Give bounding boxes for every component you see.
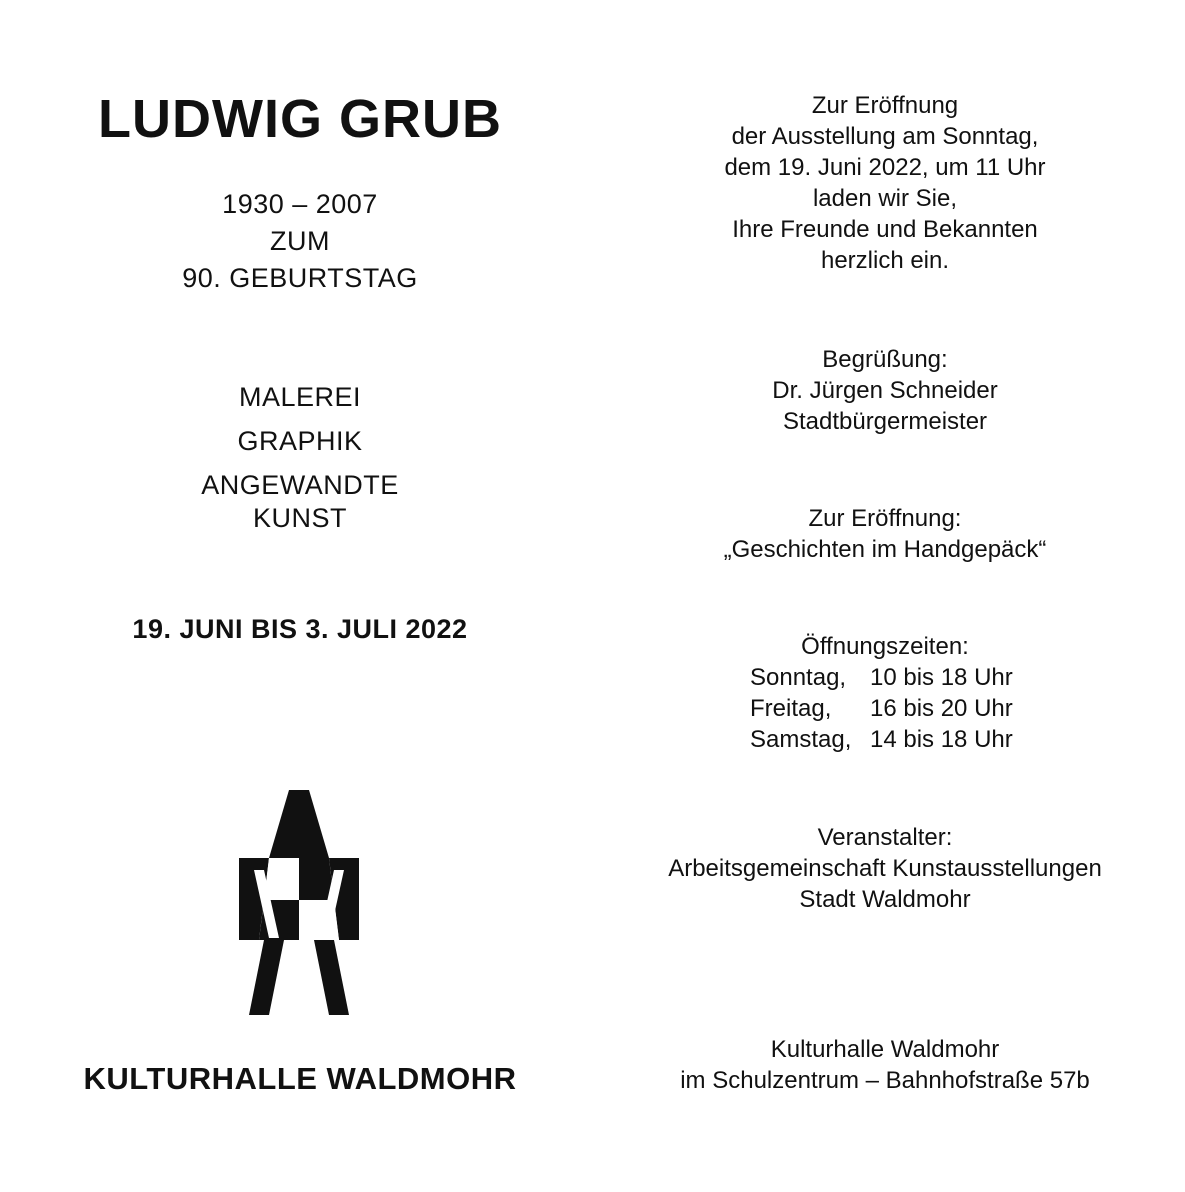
hours-time: 14 bis 18 Uhr	[870, 726, 1013, 753]
discipline-graphics: GRAPHIK	[237, 426, 363, 456]
greeting-speaker: Dr. Jürgen Schneider	[772, 377, 998, 404]
opening-hours-heading: Öffnungszeiten:	[801, 633, 969, 660]
hours-row	[750, 662, 1013, 693]
organizer-name: Arbeitsgemeinschaft Kunstausstellungen	[668, 855, 1102, 882]
occasion-line-2: 90. GEBURTSTAG	[182, 263, 418, 293]
greeting-heading: Begrüßung:	[822, 346, 948, 373]
address-venue: Kulturhalle Waldmohr	[770, 1036, 1000, 1063]
organizer-city: Stadt Waldmohr	[799, 886, 971, 913]
greeting-role: Stadtbürgermeister	[782, 408, 988, 435]
address-block	[630, 1034, 1140, 1096]
invitation-text	[630, 90, 1140, 276]
invitation-line: Ihre Freunde und Bekannten	[732, 216, 1038, 243]
exhibition-dates: 19. JUNI BIS 3. JULI 2022	[132, 614, 468, 644]
hours-row	[750, 724, 1013, 755]
hours-day: Samstag,	[750, 726, 852, 753]
occasion-line-1: ZUM	[270, 226, 330, 256]
opening-hours-list	[750, 662, 1013, 755]
invitation-line: der Ausstellung am Sonntag,	[731, 123, 1039, 150]
hours-day: Freitag,	[750, 695, 832, 722]
artist-name: LUDWIG GRUB	[98, 89, 502, 149]
invitation-line: Zur Eröffnung	[811, 92, 959, 119]
hours-time: 10 bis 18 Uhr	[870, 664, 1013, 691]
discipline-applied-line-2: KUNST	[252, 503, 347, 533]
organizer-block	[615, 822, 1155, 915]
artist-dates	[40, 186, 560, 297]
opening-program: „Geschichten im Handgepäck“	[723, 536, 1047, 563]
discipline-painting: MALEREI	[238, 382, 362, 412]
hours-day: Sonntag,	[750, 664, 847, 691]
address-street: im Schulzentrum – Bahnhofstraße 57b	[680, 1067, 1090, 1094]
discipline-applied-art	[40, 469, 560, 535]
venue-name: KULTURHALLE WALDMOHR	[83, 1061, 517, 1096]
kulturhalle-aw-logo-icon	[234, 790, 364, 1015]
years-range: 1930 – 2007	[222, 189, 378, 219]
opening-block	[630, 503, 1140, 565]
invitation-line: laden wir Sie,	[812, 185, 958, 212]
invitation-line: dem 19. Juni 2022, um 11 Uhr	[724, 154, 1046, 181]
invitation-line: herzlich ein.	[820, 247, 950, 274]
greeting-block	[630, 344, 1140, 437]
hours-row	[750, 693, 1013, 724]
opening-heading: Zur Eröffnung:	[808, 505, 962, 532]
organizer-heading: Veranstalter:	[817, 824, 953, 851]
hours-time: 16 bis 20 Uhr	[870, 695, 1013, 722]
discipline-applied-line-1: ANGEWANDTE	[201, 470, 399, 500]
